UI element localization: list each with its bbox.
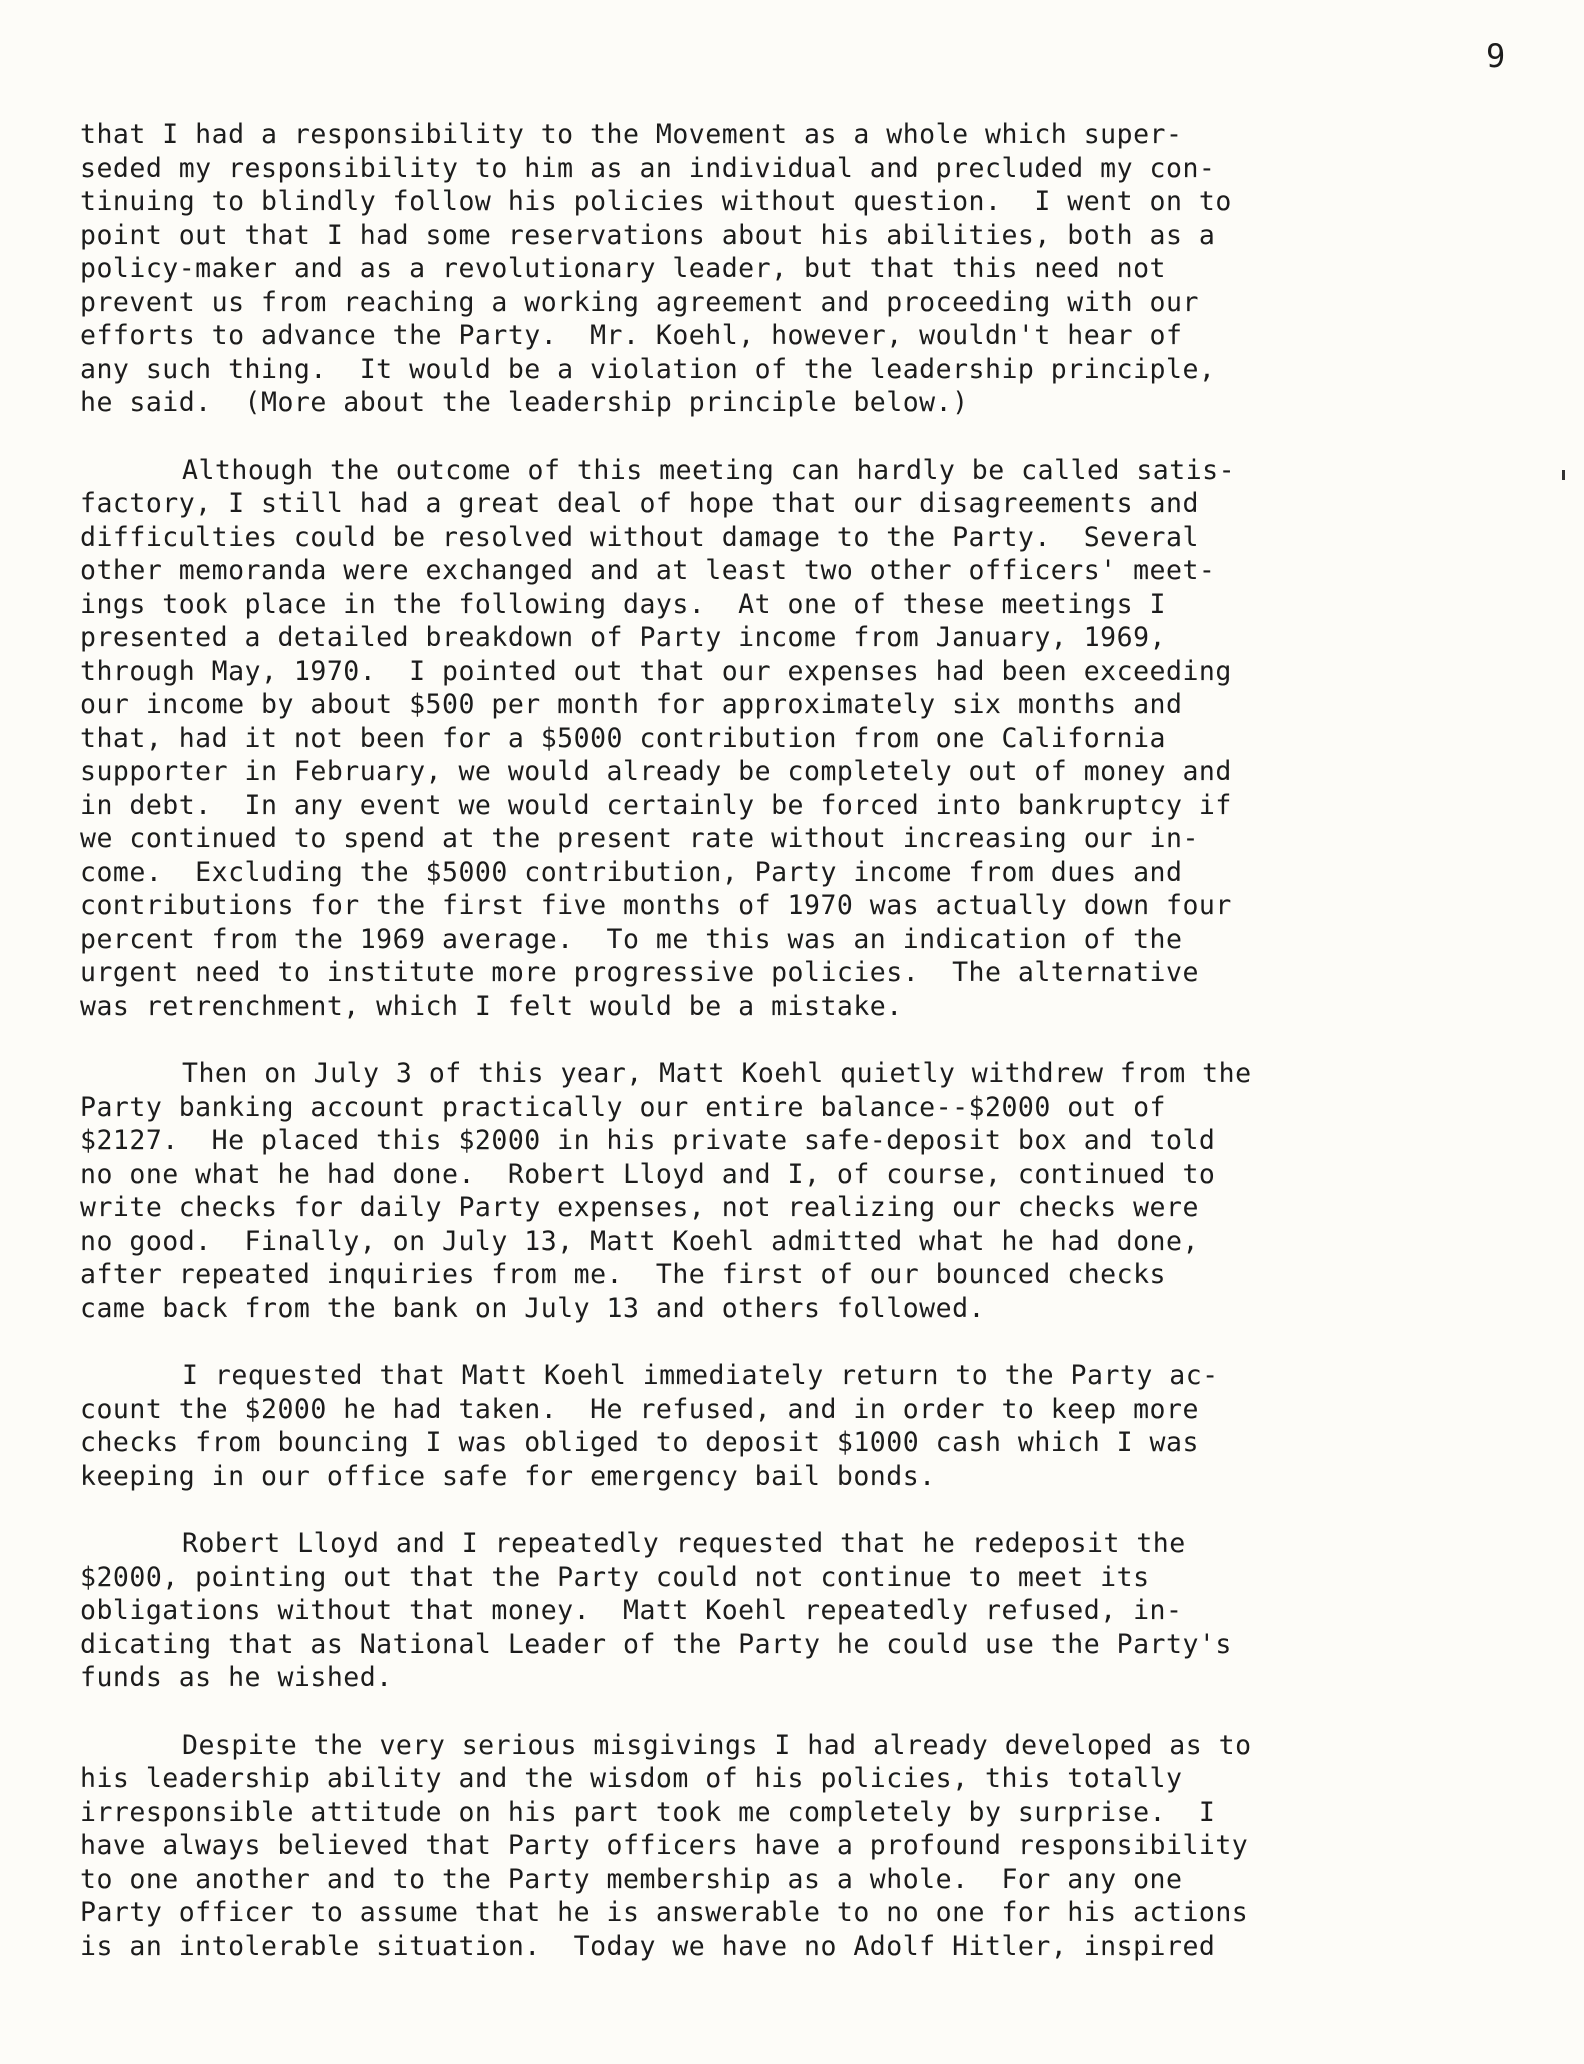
text-line: factory, I still had a great deal of hope that our disagreements and — [80, 488, 1199, 519]
text-line: write checks for daily Party expenses, not realizing our checks were — [80, 1192, 1199, 1223]
text-line: our income by about $500 per month for approximately six months and — [80, 689, 1183, 720]
text-line: tinuing to blindly follow his policies without question. I went on to — [80, 186, 1232, 217]
text-line: no good. Finally, on July 13, Matt Koehl admitted what he had done, — [80, 1225, 1199, 1257]
text-line: that, had it not been for a $5000 contribution from one California — [80, 722, 1166, 754]
text-line: urgent need to institute more progressive policies. The alternative — [80, 957, 1199, 988]
text-line: Despite the very serious misgivings I had already developed as to — [182, 1729, 1252, 1761]
text-line: prevent us from reaching a working agreement and proceeding with our — [80, 286, 1199, 318]
text-line: have always believed that Party officers have a profound responsibility — [80, 1830, 1249, 1861]
text-line: in debt. In any event we would certainly be forced into bankruptcy if — [80, 789, 1232, 821]
text-line: I requested that Matt Koehl immediately return to the Party ac- — [182, 1360, 1219, 1391]
text-line: efforts to advance the Party. Mr. Koehl, however, wouldn't hear of — [80, 320, 1183, 351]
text-line: percent from the 1969 average. To me this was an indication of the — [80, 923, 1183, 955]
text-line: point out that I had some reservations about his abilities, both as a — [80, 219, 1216, 251]
text-line: to one another and to the Party membership as a whole. For any one — [80, 1863, 1183, 1895]
text-line: his leadership ability and the wisdom of his policies, this totally — [80, 1763, 1183, 1794]
text-line: came back from the bank on July 13 and others followed. — [80, 1292, 985, 1324]
text-line: supporter in February, we would already be completely out of money and — [80, 756, 1232, 787]
text-line: obligations without that money. Matt Koehl repeatedly refused, in- — [80, 1595, 1183, 1626]
text-line: he said. (More about the leadership principle below.) — [80, 387, 969, 418]
paragraph — [80, 1729, 1520, 1964]
text-line: is an intolerable situation. Today we have no Adolf Hitler, inspired — [80, 1930, 1216, 1962]
text-line: that I had a responsibility to the Movement as a whole which super- — [80, 119, 1183, 150]
paragraph — [80, 118, 1520, 420]
text-line: $2000, pointing out that the Party could not continue to meet its — [80, 1561, 1150, 1593]
text-line: other memoranda were exchanged and at least two other officers' meet- — [80, 555, 1216, 586]
text-line: after repeated inquiries from me. The first of our bounced checks — [80, 1259, 1166, 1290]
text-line: Party officer to assume that he is answerable to no one for his actions — [80, 1897, 1249, 1928]
page-number: 9 — [1486, 37, 1506, 75]
text-line: difficulties could be resolved without damage to the Party. Several — [80, 521, 1199, 553]
text-line: we continued to spend at the present rate without increasing our in- — [80, 823, 1199, 854]
text-line: contributions for the first five months of 1970 was actually down four — [80, 890, 1232, 921]
text-line: come. Excluding the $5000 contribution, Party income from dues and — [80, 856, 1183, 888]
document-body — [80, 118, 1520, 1997]
text-line: keeping in our office safe for emergency bail bonds. — [80, 1460, 936, 1492]
text-line: presented a detailed breakdown of Party income from January, 1969, — [80, 622, 1166, 653]
text-line: Although the outcome of this meeting can hardly be called satis- — [182, 454, 1236, 486]
text-line: irresponsible attitude on his part took me completely by surprise. I — [80, 1796, 1216, 1828]
text-line: policy-maker and as a revolutionary leader, but that this need not — [80, 253, 1166, 284]
text-line: seded my responsibility to him as an individual and precluded my con- — [80, 152, 1216, 184]
text-line: Party banking account practically our entire balance--$2000 out of — [80, 1091, 1166, 1123]
text-line: no one what he had done. Robert Lloyd and I, of course, continued to — [80, 1158, 1216, 1190]
text-line: checks from bouncing I was obliged to deposit $1000 cash which I was — [80, 1427, 1199, 1458]
text-line: funds as he wished. — [80, 1662, 393, 1693]
text-line: count the $2000 he had taken. He refused, and in order to keep more — [80, 1393, 1199, 1425]
text-line: ings took place in the following days. At one of these meetings I — [80, 588, 1166, 620]
text-line: any such thing. It would be a violation of the leadership principle, — [80, 353, 1216, 385]
text-line: through May, 1970. I pointed out that our expenses had been exceeding — [80, 655, 1232, 687]
paragraph — [80, 1527, 1520, 1695]
margin-mark — [1562, 470, 1565, 480]
paragraph — [80, 1057, 1520, 1325]
text-line: was retrenchment, which I felt would be a mistake. — [80, 990, 903, 1022]
paragraph — [80, 1359, 1520, 1493]
text-line: Robert Lloyd and I repeatedly requested that he redeposit the — [182, 1528, 1186, 1559]
text-line: $2127. He placed this $2000 in his private safe-deposit box and told — [80, 1125, 1216, 1156]
text-line: Then on July 3 of this year, Matt Koehl quietly withdrew from the — [182, 1058, 1252, 1089]
text-line: dicating that as National Leader of the Party he could use the Party's — [80, 1628, 1232, 1660]
paragraph — [80, 454, 1520, 1024]
